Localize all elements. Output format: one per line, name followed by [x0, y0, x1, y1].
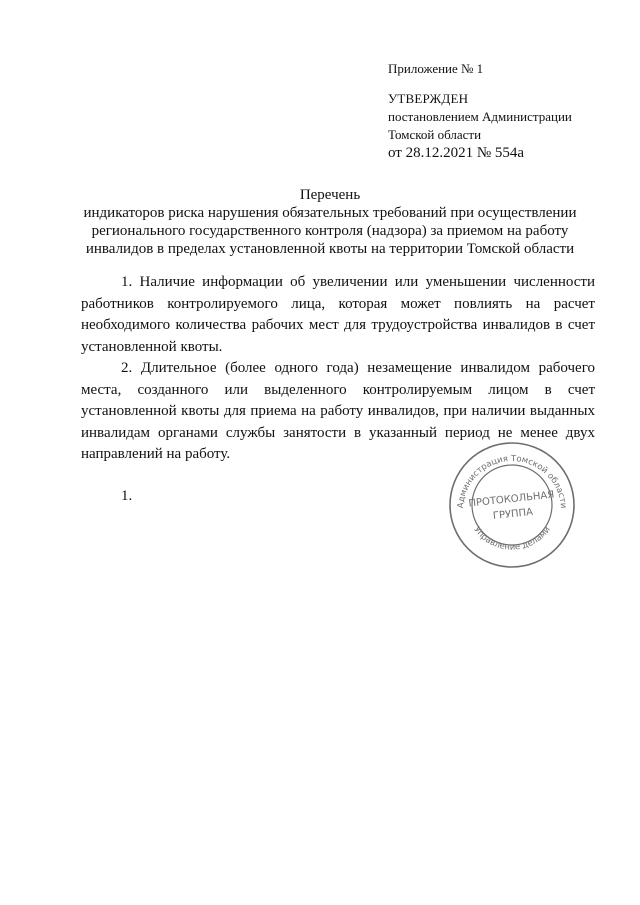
decree-label: постановлением Администрации	[388, 109, 572, 124]
appendix-label: Приложение № 1	[388, 61, 484, 76]
title-line-1: индикаторов риска нарушения обязательных требований при осуществлении	[83, 205, 577, 221]
list-item: 1.	[121, 487, 133, 504]
region-label: Томской области	[388, 127, 482, 142]
stamp-ring-bottom: Управление делами	[471, 524, 553, 553]
stamp-ring-top: Администрация Томской области	[455, 453, 569, 509]
official-stamp-icon	[447, 440, 577, 570]
decree-date-number: от 28.12.2021 № 554а	[388, 145, 525, 161]
title-line-3: инвалидов в пределах установленной квоты на территории Томской области	[85, 241, 575, 257]
title-line-2: регионального государственного контроля (надзора) за приемом на работу	[91, 223, 569, 239]
approved-label: УТВЕРЖДЕН	[388, 91, 469, 106]
stamp-center-line-2: ГРУППА	[492, 506, 534, 523]
list-item: 1. Наличие информации об увеличении или уменьшении численности работников контролируемого лица, которая может повлиять на расчет необходимого количества рабочих мест для трудоустройства инвалидов в счет установленной квоты.	[81, 274, 595, 355]
title-heading: Перечень	[299, 187, 361, 203]
stamp-center-line-1: ПРОТОКОЛЬНАЯ	[468, 489, 555, 510]
svg-text:Управление делами	[471, 525, 552, 553]
document-title	[60, 186, 600, 258]
approval-block	[388, 60, 628, 162]
list-item: 2. Длительное (более одного года) незамещение инвалидом рабочего места, созданного или выделенного контролируемым лицом в счет установленной квоты для приема на работу инвалидов, при наличии выданных инвалидам органами службы занятости в указанный период не менее двух направлений на работу.	[81, 360, 595, 462]
